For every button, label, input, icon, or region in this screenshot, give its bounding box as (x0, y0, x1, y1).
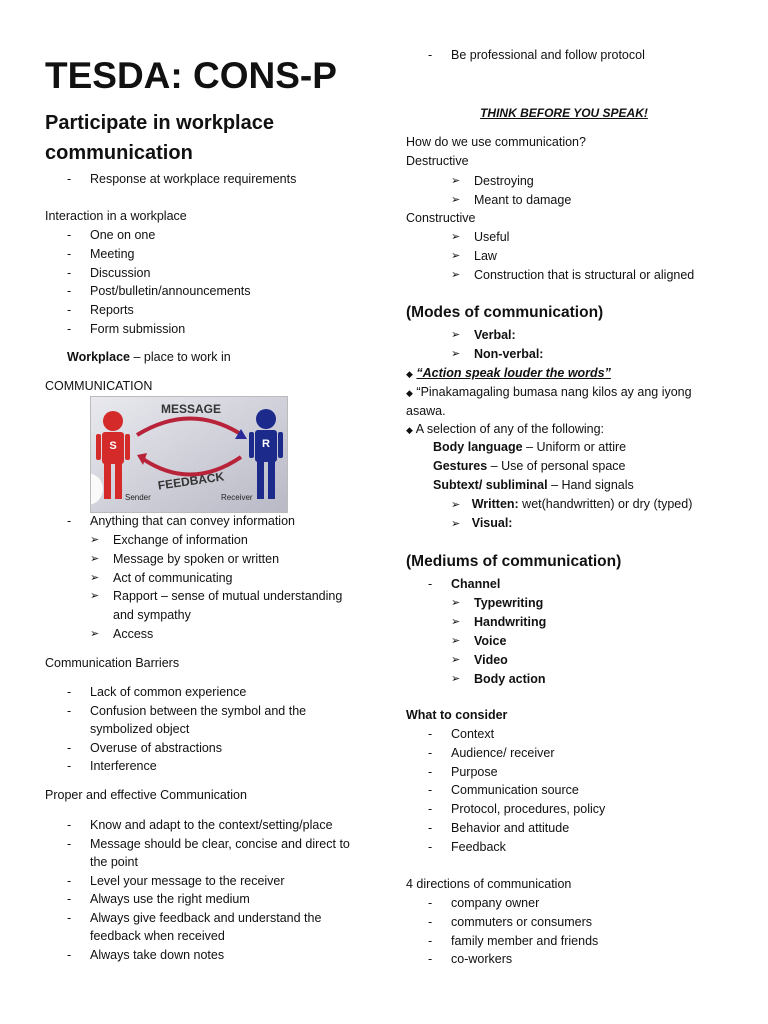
dash-bullet: - (67, 740, 72, 755)
constructive-item-label: Useful (474, 230, 510, 244)
modes-heading: (Modes of communication) (406, 304, 604, 321)
arrow-bullet-icon: ➢ (451, 193, 461, 206)
direction-item-label: commuters or consumers (451, 914, 593, 929)
arrow-bullet-icon: ➢ (451, 635, 461, 647)
written-line (451, 495, 692, 514)
proper-item-label: Know and adapt to the context/setting/place (90, 818, 333, 832)
consider-item-label: Communication source (451, 783, 579, 798)
mediums-heading: (Mediums of communication) (406, 553, 622, 570)
consider-item-label: Audience/ receiver (451, 745, 555, 760)
dash-bullet: - (67, 303, 72, 318)
dash-bullet: - (428, 577, 433, 591)
dash-bullet: - (428, 764, 433, 779)
communication-diagram (90, 396, 288, 513)
body-language-def: – Uniform or attire (522, 440, 627, 454)
selection-line (406, 420, 604, 439)
top-bullet-text: Be professional and follow protocol (451, 48, 645, 62)
dash-bullet: - (67, 873, 72, 888)
workplace-def: – place to work in (130, 350, 231, 364)
dash-bullet: - (67, 284, 72, 299)
barrier-item-label: Confusion between the symbol and the symbolized object (90, 703, 307, 736)
dash-bullet: - (67, 910, 72, 925)
receiver-letter: R (262, 438, 270, 450)
diamond-bullet-icon: ◆ (406, 425, 413, 435)
barrier-item-label: Overuse of abstractions (90, 740, 223, 755)
mode-item-label: Non-verbal: (474, 347, 544, 361)
body-language-line (433, 438, 626, 456)
proper-item-label: Always give feedback and understand the feedback when received (90, 910, 322, 943)
dash-bullet: - (67, 759, 72, 773)
workplace-term: Workplace (67, 350, 130, 364)
dash-bullet: - (428, 933, 433, 948)
convey-subitem-label: Act of communicating (113, 570, 233, 585)
intro-bullet-text: Response at workplace requirements (90, 172, 297, 186)
dash-bullet: - (428, 896, 433, 910)
constructive-item-label: Law (474, 248, 497, 263)
interaction-item-label: Discussion (90, 265, 151, 280)
consider-item-label: Purpose (451, 764, 498, 779)
dash-bullet: - (67, 836, 72, 851)
mode-item-label: Verbal: (474, 328, 516, 342)
gestures-line (433, 457, 625, 475)
how-question: How do we use communication? (406, 135, 586, 149)
arrow-bullet-icon: ➢ (451, 348, 461, 360)
dash-bullet: - (428, 839, 433, 854)
dash-bullet: - (428, 745, 433, 760)
page-title: TESDA: CONS-P (45, 55, 337, 96)
sender-receiver-diagram (91, 397, 287, 512)
channel-item-label: Handwriting (474, 615, 547, 629)
feedback-label: FEEDBACK (157, 469, 225, 493)
proper-item-label: Always use the right medium (90, 892, 250, 906)
arrow-bullet-icon: ➢ (451, 616, 461, 628)
channel-text: Channel (451, 577, 501, 591)
arrow-bullet-icon: ➢ (451, 597, 461, 609)
barriers-heading: Communication Barriers (45, 656, 180, 670)
dash-bullet: - (428, 914, 433, 929)
subtext-term: Subtext/ subliminal (433, 478, 548, 492)
direction-item-label: company owner (451, 896, 540, 910)
barrier-item-label: Lack of common experience (90, 685, 247, 699)
think-before-you-speak: THINK BEFORE YOU SPEAK! (480, 106, 648, 120)
destructive-item-label: Destroying (474, 174, 534, 188)
sender-letter: S (109, 440, 117, 452)
proper-heading: Proper and effective Communication (45, 788, 247, 802)
arrow-bullet-icon: ➢ (451, 249, 461, 262)
gestures-def: – Use of personal space (487, 459, 626, 473)
subtext-def: – Hand signals (547, 478, 634, 492)
dash-bullet: - (67, 685, 72, 699)
interaction-item-label: Reports (90, 303, 134, 318)
dash-bullet: - (428, 802, 433, 817)
arrow-bullet-icon: ➢ (451, 654, 461, 666)
dash-bullet: - (428, 727, 433, 741)
quote-1 (406, 364, 611, 383)
selection-text: A selection of any of the following: (415, 422, 605, 436)
receiver-caption: Receiver (221, 493, 253, 502)
gestures-term: Gestures (433, 459, 488, 473)
quote-1-text: “Action speak louder the words” (416, 366, 611, 380)
channel-item-label: Typewriting (474, 596, 544, 610)
written-def: wet(handwritten) or dry (typed) (518, 497, 693, 511)
dash-bullet: - (67, 172, 72, 186)
arrow-bullet-icon: ➢ (451, 329, 461, 341)
arrow-bullet-icon: ➢ (451, 175, 461, 187)
arrow-bullet-icon: ➢ (451, 518, 461, 530)
dash-bullet: - (428, 952, 433, 967)
arrow-bullet-icon: ➢ (90, 534, 100, 546)
consider-item-label: Context (451, 727, 495, 741)
arrow-bullet-icon: ➢ (451, 231, 461, 243)
subtitle: Participate in workplace communication (45, 112, 274, 164)
proper-item-label: Level your message to the receiver (90, 873, 285, 888)
dash-bullet: - (67, 818, 72, 832)
dash-bullet: - (67, 892, 72, 906)
quote-2 (406, 383, 716, 420)
dash-bullet: - (67, 322, 72, 336)
message-label: MESSAGE (160, 402, 222, 416)
arrow-bullet-icon: ➢ (90, 571, 100, 584)
body-language-term: Body language (433, 440, 523, 454)
consider-heading: What to consider (406, 708, 508, 722)
dash-bullet: - (67, 703, 72, 718)
sender-caption: Sender (125, 493, 151, 502)
diamond-bullet-icon: ◆ (406, 388, 413, 398)
arrow-bullet-icon: ➢ (451, 673, 461, 685)
channel-item-label: Body action (474, 672, 546, 686)
dash-bullet: - (428, 48, 433, 62)
dash-bullet: - (67, 514, 72, 528)
dash-bullet: - (67, 246, 72, 261)
channel-item-label: Voice (474, 634, 507, 648)
dash-bullet: - (428, 783, 433, 798)
dash-bullet: - (67, 265, 72, 280)
arrow-bullet-icon: ➢ (451, 499, 461, 511)
arrow-bullet-icon: ➢ (90, 590, 100, 603)
diamond-bullet-icon: ◆ (406, 369, 413, 379)
convey-subitem-label: Access (113, 627, 154, 641)
workplace-definition (67, 348, 231, 366)
destructive-heading: Destructive (406, 154, 469, 168)
interaction-heading: Interaction in a workplace (45, 209, 187, 223)
communication-heading: COMMUNICATION (45, 379, 153, 393)
interaction-item-label: Form submission (90, 322, 186, 336)
convey-subitem-label: Exchange of information (113, 533, 248, 547)
dash-bullet: - (67, 947, 72, 962)
consider-item-label: Feedback (451, 839, 506, 854)
visual-term: Visual: (471, 516, 513, 530)
constructive-heading: Constructive (406, 211, 476, 225)
arrow-bullet-icon: ➢ (90, 628, 100, 640)
destructive-item-label: Meant to damage (474, 192, 572, 207)
arrow-bullet-icon: ➢ (451, 268, 461, 281)
proper-item-label: Message should be clear, concise and direct to the point (90, 836, 350, 869)
convey-subitem-label: Message by spoken or written (113, 551, 280, 566)
consider-item-label: Behavior and attitude (451, 821, 570, 835)
direction-item-label: family member and friends (451, 933, 599, 948)
proper-item-label: Always take down notes (90, 947, 225, 962)
visual-line (451, 514, 512, 533)
arrow-bullet-icon: ➢ (90, 552, 100, 565)
quote-2-text: “Pinakamagaling bumasa nang kilos ay ang iyong asawa. (406, 385, 692, 418)
dash-bullet: - (67, 228, 72, 242)
written-term: Written: (471, 497, 519, 511)
interaction-item-label: Meeting (90, 246, 135, 261)
channel-item-label: Video (474, 653, 508, 667)
interaction-item-label: Post/bulletin/announcements (90, 284, 251, 299)
barrier-item-label: Interference (90, 759, 157, 773)
interaction-item-label: One on one (90, 228, 156, 242)
direction-item-label: co-workers (451, 952, 513, 967)
subtext-line (433, 476, 634, 494)
convey-bullet-text: Anything that can convey information (90, 514, 295, 528)
convey-subitem-label: Rapport – sense of mutual understanding and sympathy (113, 589, 343, 622)
dash-bullet: - (428, 821, 433, 835)
directions-heading: 4 directions of communication (406, 877, 572, 891)
constructive-item-label: Construction that is structural or aligned (474, 267, 695, 282)
consider-item-label: Protocol, procedures, policy (451, 802, 606, 817)
